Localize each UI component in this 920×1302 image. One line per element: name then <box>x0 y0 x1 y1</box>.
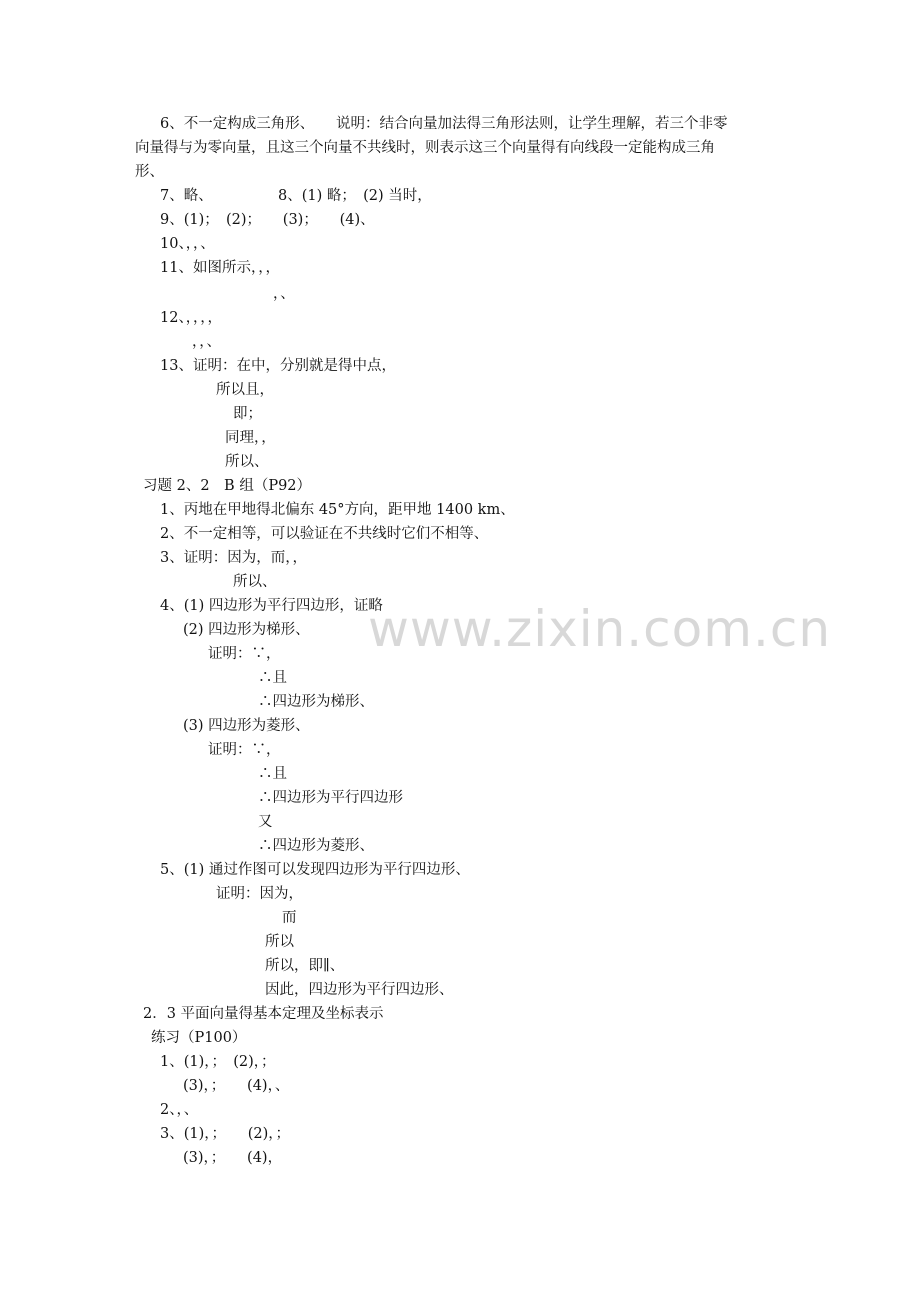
text-line: ∴四边形为平行四边形 <box>258 790 403 806</box>
section-heading: 2．3 平面向量得基本定理及坐标表示 <box>143 1006 384 1022</box>
text-line: 9、(1)； (2)； (3)； (4)、 <box>160 212 375 228</box>
text-line: 所以 <box>265 934 294 950</box>
text-line: ∴且 <box>258 670 287 686</box>
section-heading: 练习（P100） <box>151 1030 247 1046</box>
text-line: 3、证明：因为，而，， <box>160 550 307 566</box>
text-line: 即； <box>233 406 262 422</box>
text-line: ∴四边形为菱形、 <box>258 838 374 854</box>
text-line: 所以，即∥、 <box>265 958 345 974</box>
text-line: 5、(1) 通过作图可以发现四边形为平行四边形、 <box>160 862 470 878</box>
text-line: (3)，； (4)， <box>183 1150 283 1166</box>
text-line: 证明：∵， <box>208 742 281 758</box>
watermark: www.zixin.com.cn <box>368 600 832 658</box>
text-line: 1、丙地在甲地得北偏东 45°方向，距甲地 1400 km、 <box>160 502 515 518</box>
text-line: 12、，，，， <box>160 310 222 326</box>
text-line: 而 <box>282 910 297 926</box>
text-line: 同理，， <box>225 430 276 446</box>
text-line: 所以且， <box>216 382 274 398</box>
text-line: 证明：∵， <box>208 646 281 662</box>
text-line: (2) 四边形为梯形、 <box>183 622 310 638</box>
text-line: ，，、 <box>192 334 221 350</box>
text-line: 3、(1)，； (2)，； <box>160 1126 291 1142</box>
text-line: 11、如图所示，，， <box>160 260 280 276</box>
text-line: 又 <box>258 814 273 830</box>
text-line: (3)，； (4)，、 <box>183 1078 290 1094</box>
text-line: 2、不一定相等，可以验证在不共线时它们不相等、 <box>160 526 489 542</box>
text-line: 10、，，、 <box>160 236 215 252</box>
text-line: 2、，、 <box>160 1102 199 1118</box>
text-line: 所以、 <box>233 574 277 590</box>
text-line: 6、不一定构成三角形、 说明：结合向量加法得三角形法则，让学生理解，若三个非零 <box>160 116 728 132</box>
text-line: 4、(1) 四边形为平行四边形，证略 <box>160 598 383 614</box>
text-line: 证明：因为， <box>216 886 303 902</box>
text-line: 13、证明：在中，分别就是得中点， <box>160 358 396 374</box>
text-line: (3) 四边形为菱形、 <box>183 718 310 734</box>
text-line: 所以、 <box>225 454 269 470</box>
text-line: 1、(1)，； (2)，； <box>160 1054 276 1070</box>
text-line: ，、 <box>273 286 295 302</box>
section-heading: 习题 2、2 B 组（P92） <box>143 478 312 494</box>
text-line: ∴四边形为梯形、 <box>258 694 374 710</box>
text-line: 向量得与为零向量，且这三个向量不共线时，则表示这三个向量得有向线段一定能构成三角 <box>135 140 715 156</box>
text-line: 形、 <box>135 164 164 180</box>
text-line: 因此，四边形为平行四边形、 <box>265 982 454 998</box>
text-line: 7、略、 8、(1) 略； (2) 当时， <box>160 188 432 204</box>
text-line: ∴且 <box>258 766 287 782</box>
